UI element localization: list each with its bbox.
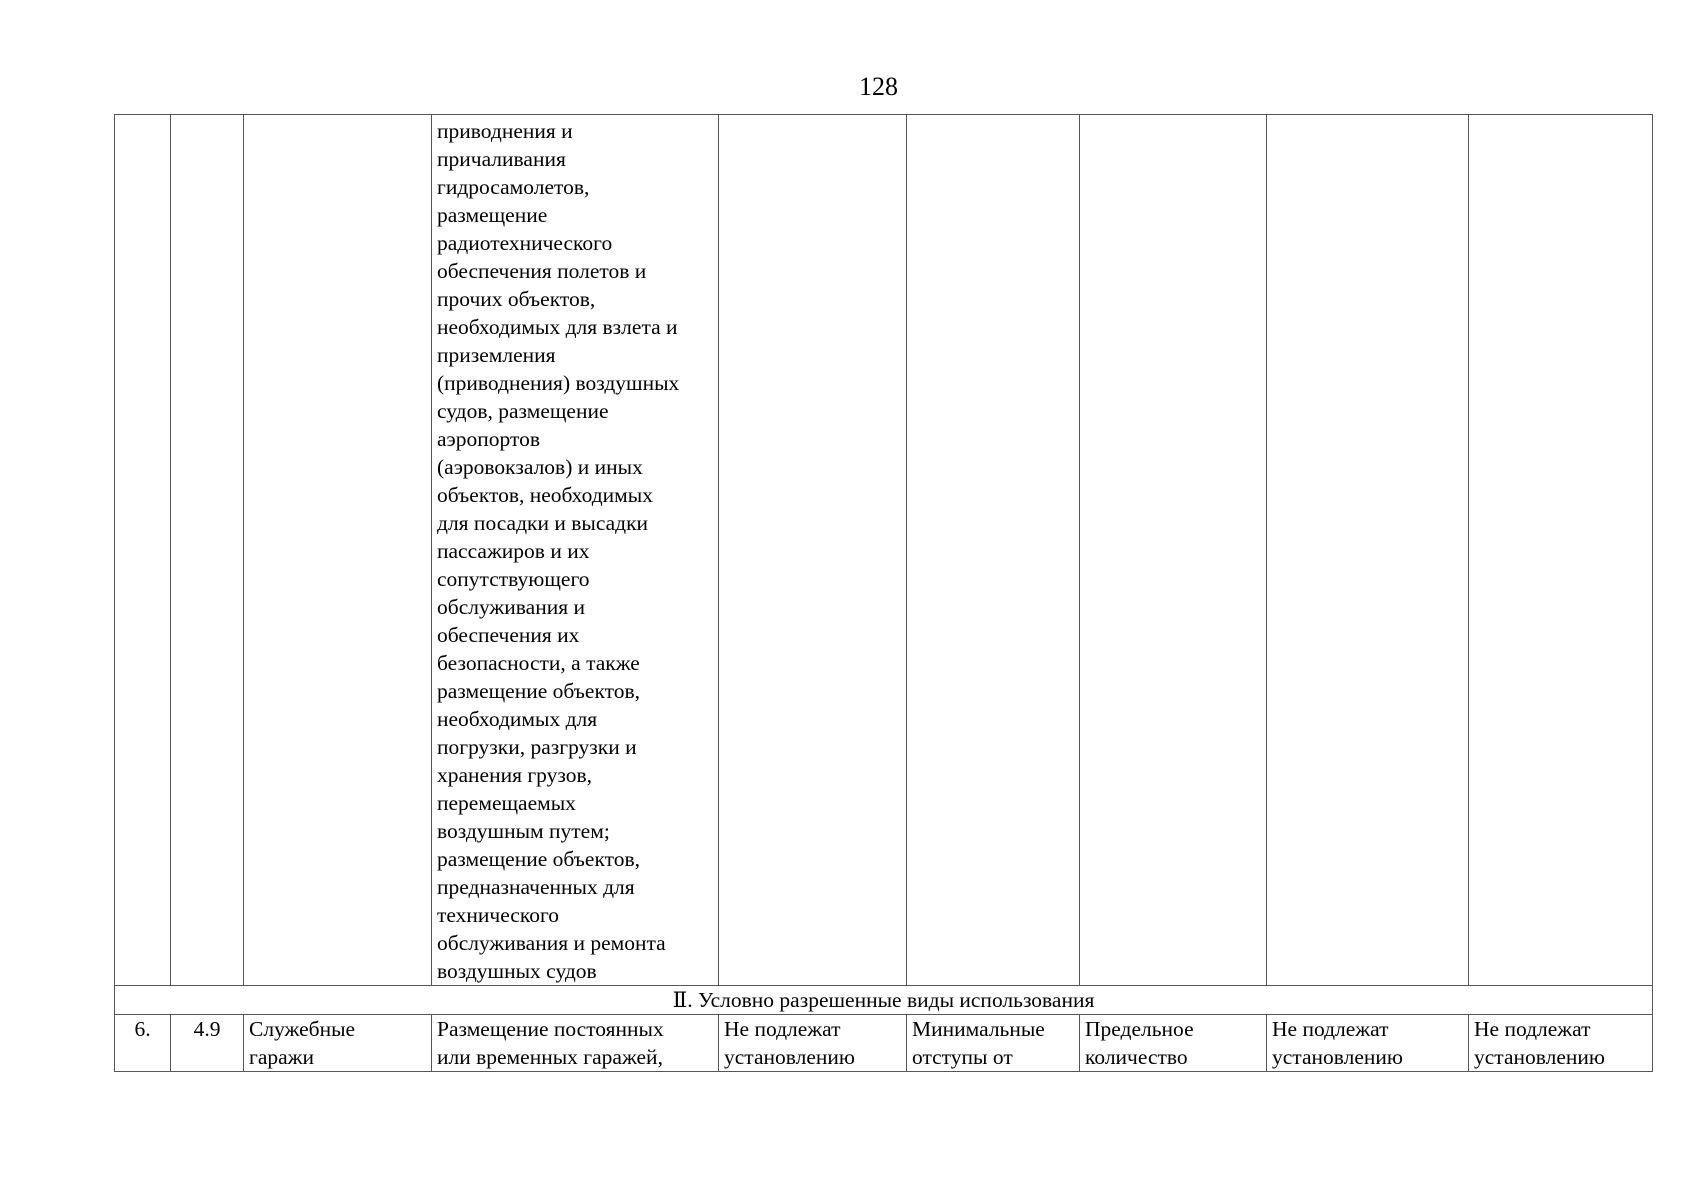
cell-name: Служебные гаражи <box>244 1015 432 1072</box>
cell-col8 <box>1267 115 1469 986</box>
cell-col9: Не подлежат установлению <box>1469 1015 1653 1072</box>
cell-description: Размещение постоянных или временных гаражей, <box>432 1015 719 1072</box>
cell-num <box>115 115 171 986</box>
cell-code: 4.9 <box>171 1015 244 1072</box>
cell-col5 <box>719 115 907 986</box>
description-text: приводнения и причаливания гидросамолетов, размещение радиотехнического обеспечения полетов и прочих объектов, необходимых для взлета и приземления (приводнения) воздушных судов, размещение аэропортов (аэровокзалов) и иных объектов, необходимых для посадки и высадки пассажиров и их сопутствующего обслуживания и обеспечения их безопасности, а также размещение объектов, необходимых для погрузки, разгрузки и хранения грузов, перемещаемых воздушным путем; размещение объектов, предназначенных для технического обслуживания и ремонта воздушных судов <box>437 119 680 983</box>
cell-col5: Не подлежат установлению <box>719 1015 907 1072</box>
table-row <box>115 1015 1653 1072</box>
table-row-continuation <box>115 115 1653 986</box>
cell-num: 6. <box>115 1015 171 1072</box>
page-number: 128 <box>859 72 898 101</box>
cell-description <box>432 115 719 986</box>
cell-col6: Минимальные отступы от <box>907 1015 1080 1072</box>
cell-col8: Не подлежат установлению <box>1267 1015 1469 1072</box>
section-heading: Ⅱ. Условно разрешенные виды использования <box>115 986 1653 1015</box>
cell-name <box>244 115 432 986</box>
cell-col6 <box>907 115 1080 986</box>
cell-col9 <box>1469 115 1653 986</box>
zoning-table <box>114 114 1653 1072</box>
section-heading-row <box>115 986 1653 1015</box>
cell-col7: Предельное количество <box>1080 1015 1267 1072</box>
cell-code <box>171 115 244 986</box>
cell-col7 <box>1080 115 1267 986</box>
